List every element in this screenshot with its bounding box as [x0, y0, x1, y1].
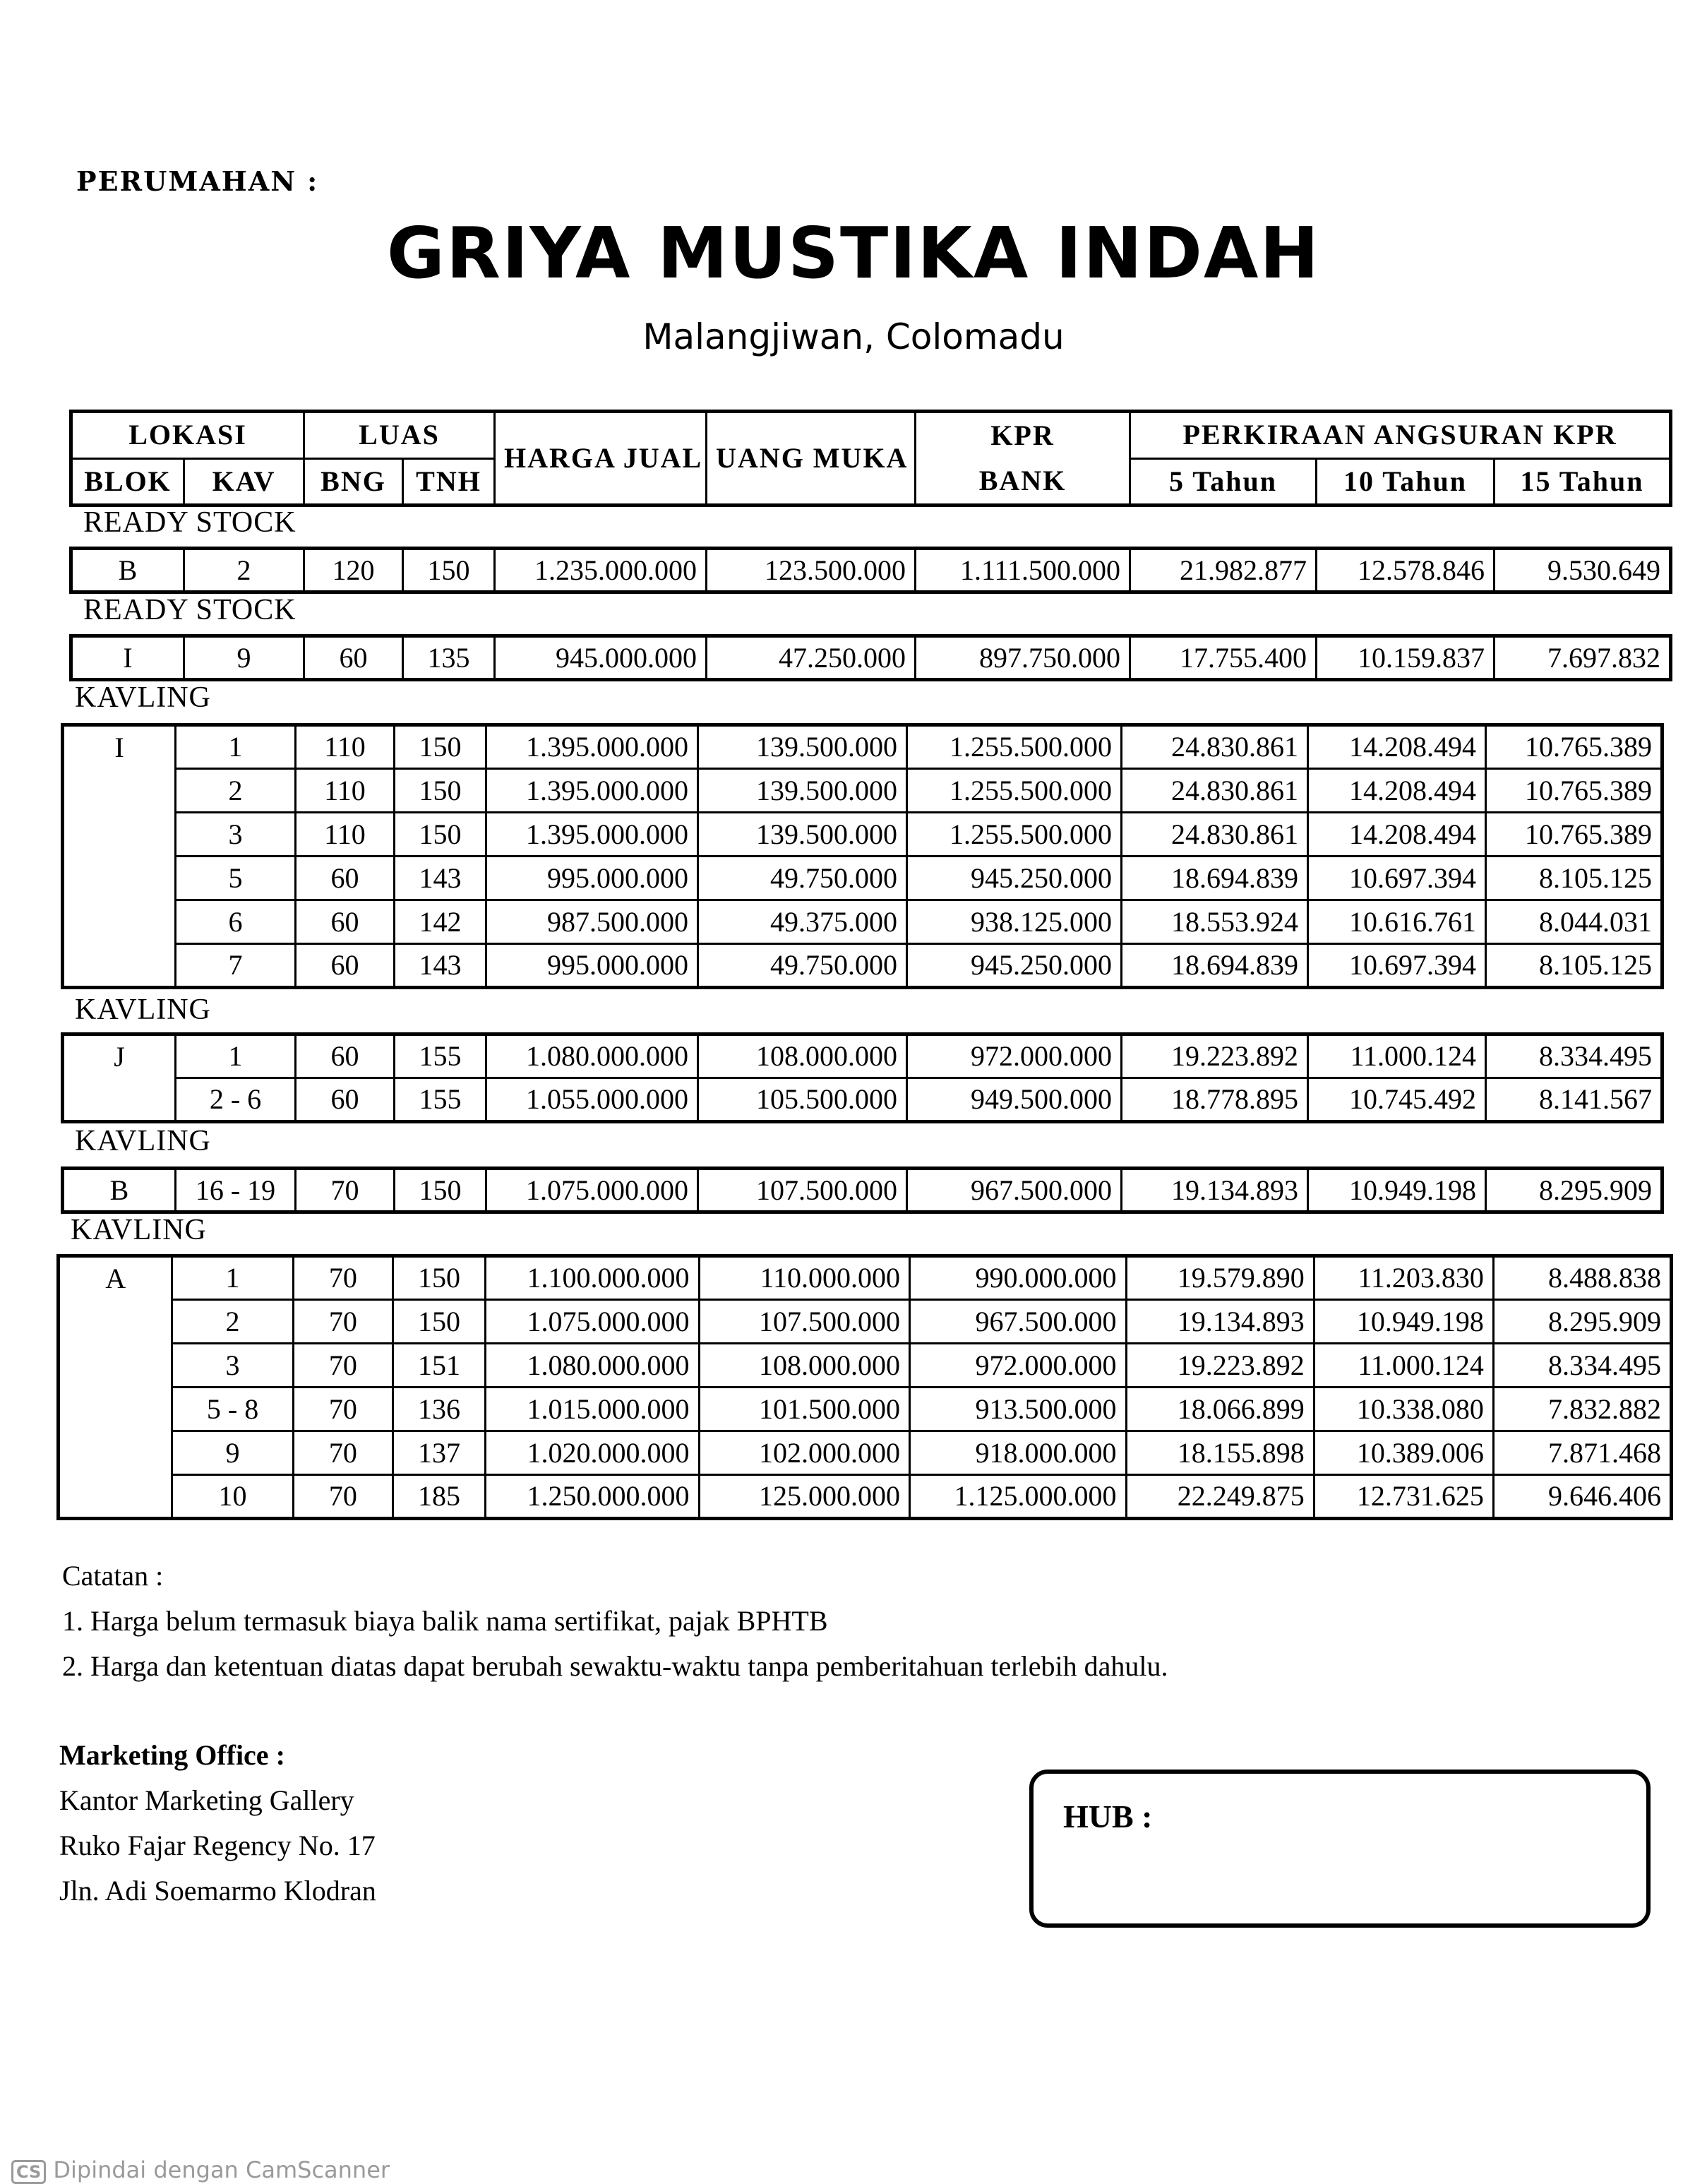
cell-kav: 7: [176, 944, 296, 988]
office-line: Kantor Marketing Gallery: [59, 1784, 354, 1816]
cell-t10: 14.208.494: [1308, 813, 1486, 857]
price-table: [61, 1166, 1664, 1214]
cell-t5: 18.553.924: [1122, 900, 1308, 944]
cell-bng: 70: [293, 1300, 393, 1344]
marketing-office-block: [59, 1733, 376, 1914]
col-kpr-bank: [916, 412, 1130, 506]
cell-t15: 8.044.031: [1486, 900, 1663, 944]
cell-bng: 110: [296, 725, 395, 769]
cell-t10: 10.338.080: [1314, 1388, 1493, 1431]
cell-t5: 21.982.877: [1130, 549, 1317, 592]
cell-dp: 107.500.000: [699, 1300, 909, 1344]
price-table: [69, 547, 1672, 594]
cell-t10: 11.000.124: [1308, 1034, 1486, 1078]
cell-tnh: 150: [395, 725, 486, 769]
cell-tnh: 150: [395, 813, 486, 857]
col-luas: LUAS: [304, 412, 495, 459]
cell-t15: 9.646.406: [1493, 1475, 1671, 1519]
cell-kav: 3: [176, 813, 296, 857]
table-row: [59, 1388, 1672, 1431]
cell-kpr: 990.000.000: [909, 1256, 1126, 1300]
table-row: [63, 1078, 1663, 1122]
cell-blok: I: [63, 725, 176, 988]
cell-bng: 60: [296, 944, 395, 988]
col-15-tahun: 15 Tahun: [1495, 458, 1671, 506]
cell-t15: 8.141.567: [1486, 1078, 1663, 1122]
cell-t5: 19.223.892: [1122, 1034, 1308, 1078]
cell-t15: 10.765.389: [1486, 725, 1663, 769]
cell-tnh: 142: [395, 900, 486, 944]
col-uang-muka: UANG MUKA: [707, 412, 916, 506]
cell-kav: 2: [172, 1300, 293, 1344]
cell-t5: 19.223.892: [1126, 1344, 1314, 1388]
cell-dp: 101.500.000: [699, 1388, 909, 1431]
camscanner-icon: CS: [11, 2160, 46, 2184]
cell-harga: 1.080.000.000: [486, 1034, 698, 1078]
cell-dp: 110.000.000: [699, 1256, 909, 1300]
cell-dp: 107.500.000: [698, 1169, 907, 1212]
cell-kav: 2: [184, 549, 304, 592]
page-title: GRIYA MUSTIKA INDAH: [386, 212, 1321, 294]
col-10-tahun: 10 Tahun: [1317, 458, 1495, 506]
cell-blok: J: [63, 1034, 176, 1122]
cell-t10: 10.697.394: [1308, 944, 1486, 988]
cell-kav: 9: [184, 636, 304, 680]
table-row: [63, 769, 1663, 813]
cell-t5: 19.579.890: [1126, 1256, 1314, 1300]
table-row: [63, 944, 1663, 988]
cell-t5: 19.134.893: [1126, 1300, 1314, 1344]
cell-t15: 8.488.838: [1493, 1256, 1671, 1300]
cell-kpr: 972.000.000: [907, 1034, 1122, 1078]
cell-t15: 8.105.125: [1486, 857, 1663, 900]
section-title: KAVLING: [75, 993, 211, 1026]
cell-bng: 70: [296, 1169, 395, 1212]
office-line: Ruko Fajar Regency No. 17: [59, 1830, 376, 1861]
cell-t10: 11.203.830: [1314, 1256, 1493, 1300]
cell-kpr: 897.750.000: [916, 636, 1130, 680]
price-table: [56, 1254, 1673, 1520]
cell-kav: 2 - 6: [176, 1078, 296, 1122]
cell-kpr: 913.500.000: [909, 1388, 1126, 1431]
cell-harga: 995.000.000: [486, 944, 698, 988]
cell-tnh: 155: [395, 1078, 486, 1122]
cell-harga: 995.000.000: [486, 857, 698, 900]
table-row: [63, 813, 1663, 857]
cell-tnh: 137: [393, 1431, 485, 1475]
cell-t15: 8.105.125: [1486, 944, 1663, 988]
cell-kav: 9: [172, 1431, 293, 1475]
cell-kpr: 967.500.000: [909, 1300, 1126, 1344]
cell-bng: 60: [296, 1034, 395, 1078]
cell-dp: 108.000.000: [698, 1034, 907, 1078]
cell-t10: 11.000.124: [1314, 1344, 1493, 1388]
footer-text: Dipindai dengan CamScanner: [53, 2156, 390, 2183]
cell-dp: 108.000.000: [699, 1344, 909, 1388]
cell-kpr: 1.111.500.000: [916, 549, 1130, 592]
hub-contact-box: [1029, 1770, 1651, 1928]
cell-t10: 10.745.492: [1308, 1078, 1486, 1122]
cell-t15: 8.295.909: [1486, 1169, 1663, 1212]
cell-tnh: 155: [395, 1034, 486, 1078]
cell-kav: 1: [176, 1034, 296, 1078]
table-row: [63, 857, 1663, 900]
cell-t10: 12.731.625: [1314, 1475, 1493, 1519]
cell-harga: 1.075.000.000: [486, 1169, 698, 1212]
cell-kpr: 949.500.000: [907, 1078, 1122, 1122]
cell-tnh: 136: [393, 1388, 485, 1431]
cell-t15: 7.832.882: [1493, 1388, 1671, 1431]
cell-tnh: 143: [395, 944, 486, 988]
cell-bng: 110: [296, 769, 395, 813]
cell-bng: 60: [304, 636, 403, 680]
cell-t5: 18.066.899: [1126, 1388, 1314, 1431]
table-row: [59, 1344, 1672, 1388]
cell-kpr: 967.500.000: [907, 1169, 1122, 1212]
cell-dp: 49.375.000: [698, 900, 907, 944]
col-bng: BNG: [304, 458, 403, 506]
table-row: [59, 1300, 1672, 1344]
cell-dp: 139.500.000: [698, 725, 907, 769]
cell-t15: 7.871.468: [1493, 1431, 1671, 1475]
cell-kav: 6: [176, 900, 296, 944]
table-row: [71, 636, 1671, 680]
cell-t10: 10.949.198: [1314, 1300, 1493, 1344]
cell-dp: 105.500.000: [698, 1078, 907, 1122]
table-row: [63, 725, 1663, 769]
cell-tnh: 150: [395, 769, 486, 813]
price-table: [61, 723, 1664, 989]
col-5-tahun: 5 Tahun: [1130, 458, 1317, 506]
cell-kav: 1: [172, 1256, 293, 1300]
cell-tnh: 150: [393, 1256, 485, 1300]
cell-kav: 3: [172, 1344, 293, 1388]
cell-t10: 12.578.846: [1317, 549, 1495, 592]
section-title: KAVLING: [71, 1214, 207, 1246]
cell-kav: 2: [176, 769, 296, 813]
cell-dp: 47.250.000: [707, 636, 916, 680]
cell-kpr: 945.250.000: [907, 944, 1122, 988]
cell-bng: 60: [296, 857, 395, 900]
cell-t5: 24.830.861: [1122, 813, 1308, 857]
table-row: [63, 1034, 1663, 1078]
cell-tnh: 151: [393, 1344, 485, 1388]
cell-t10: 10.389.006: [1314, 1431, 1493, 1475]
col-lokasi: LOKASI: [71, 412, 304, 459]
hub-label: HUB :: [1063, 1798, 1153, 1834]
section-title: READY STOCK: [83, 594, 297, 626]
cell-bng: 110: [296, 813, 395, 857]
office-heading: Marketing Office :: [59, 1739, 285, 1771]
cell-t5: 24.830.861: [1122, 725, 1308, 769]
col-blok: BLOK: [71, 458, 184, 506]
cell-dp: 49.750.000: [698, 857, 907, 900]
price-table: [61, 1032, 1664, 1123]
cell-dp: 102.000.000: [699, 1431, 909, 1475]
cell-t10: 10.697.394: [1308, 857, 1486, 900]
cell-bng: 120: [304, 549, 403, 592]
cell-t5: 18.694.839: [1122, 944, 1308, 988]
col-tnh: TNH: [403, 458, 495, 506]
cell-dp: 123.500.000: [707, 549, 916, 592]
cell-kav: 5 - 8: [172, 1388, 293, 1431]
cell-kpr: 945.250.000: [907, 857, 1122, 900]
cell-blok: B: [63, 1169, 176, 1212]
cell-t10: 14.208.494: [1308, 769, 1486, 813]
cell-t15: 8.334.495: [1486, 1034, 1663, 1078]
cell-t15: 7.697.832: [1495, 636, 1671, 680]
cell-tnh: 135: [403, 636, 495, 680]
cell-kpr: 972.000.000: [909, 1344, 1126, 1388]
cell-bng: 70: [293, 1344, 393, 1388]
cell-t5: 24.830.861: [1122, 769, 1308, 813]
cell-tnh: 143: [395, 857, 486, 900]
table-row: [63, 1169, 1663, 1212]
cell-harga: 1.250.000.000: [486, 1475, 700, 1519]
cell-t5: 19.134.893: [1122, 1169, 1308, 1212]
cell-tnh: 185: [393, 1475, 485, 1519]
cell-kav: 16 - 19: [176, 1169, 296, 1212]
cell-t5: 18.694.839: [1122, 857, 1308, 900]
notes-block: [62, 1553, 1168, 1689]
col-kav: KAV: [184, 458, 304, 506]
cell-tnh: 150: [393, 1300, 485, 1344]
cell-kav: 5: [176, 857, 296, 900]
cell-t15: 10.765.389: [1486, 813, 1663, 857]
notes-heading: Catatan :: [62, 1560, 164, 1592]
office-line: Jln. Adi Soemarmo Klodran: [59, 1875, 376, 1906]
price-table: [69, 634, 1672, 681]
section-title: KAVLING: [75, 1125, 211, 1157]
cell-t15: 10.765.389: [1486, 769, 1663, 813]
cell-dp: 49.750.000: [698, 944, 907, 988]
cell-t10: 10.159.837: [1317, 636, 1495, 680]
cell-t10: 10.949.198: [1308, 1169, 1486, 1212]
note-item: 2. Harga dan ketentuan diatas dapat berubah sewaktu-waktu tanpa pemberitahuan terlebih dahulu.: [62, 1650, 1168, 1682]
table-row: [71, 549, 1671, 592]
cell-bng: 60: [296, 900, 395, 944]
cell-dp: 139.500.000: [698, 769, 907, 813]
col-angsuran: PERKIRAAN ANGSURAN KPR: [1130, 412, 1671, 459]
perumahan-label: PERUMAHAN :: [76, 165, 319, 197]
cell-bng: 70: [293, 1388, 393, 1431]
table-row: [59, 1475, 1672, 1519]
cell-bng: 60: [296, 1078, 395, 1122]
cell-bng: 70: [293, 1431, 393, 1475]
cell-kpr: 918.000.000: [909, 1431, 1126, 1475]
cell-harga: 1.395.000.000: [486, 813, 698, 857]
cell-bng: 70: [293, 1256, 393, 1300]
cell-t10: 10.616.761: [1308, 900, 1486, 944]
cell-harga: 1.080.000.000: [486, 1344, 700, 1388]
cell-harga: 987.500.000: [486, 900, 698, 944]
cell-t15: 8.295.909: [1493, 1300, 1671, 1344]
cell-t5: 22.249.875: [1126, 1475, 1314, 1519]
cell-t5: 17.755.400: [1130, 636, 1317, 680]
cell-t5: 18.778.895: [1122, 1078, 1308, 1122]
cell-kav: 10: [172, 1475, 293, 1519]
cell-kpr: 1.255.500.000: [907, 725, 1122, 769]
cell-dp: 125.000.000: [699, 1475, 909, 1519]
cell-kpr: 1.125.000.000: [909, 1475, 1126, 1519]
cell-kpr: 1.255.500.000: [907, 769, 1122, 813]
cell-blok: B: [71, 549, 184, 592]
table-row: [59, 1256, 1672, 1300]
page-subtitle: Malangjiwan, Colomadu: [642, 316, 1065, 357]
cell-kpr: 938.125.000: [907, 900, 1122, 944]
cell-harga: 1.235.000.000: [495, 549, 707, 592]
cell-blok: I: [71, 636, 184, 680]
cell-harga: 1.075.000.000: [486, 1300, 700, 1344]
cell-bng: 70: [293, 1475, 393, 1519]
cell-blok: A: [59, 1256, 172, 1519]
cell-t15: 9.530.649: [1495, 549, 1671, 592]
cell-harga: 1.015.000.000: [486, 1388, 700, 1431]
section-title: KAVLING: [75, 681, 211, 714]
cell-harga: 1.100.000.000: [486, 1256, 700, 1300]
section-title: READY STOCK: [83, 506, 297, 539]
price-table-header: [69, 410, 1672, 507]
note-item: 1. Harga belum termasuk biaya balik nama sertifikat, pajak BPHTB: [62, 1605, 828, 1637]
cell-harga: 1.395.000.000: [486, 725, 698, 769]
cell-harga: 1.395.000.000: [486, 769, 698, 813]
col-kpr-label: KPR: [990, 419, 1055, 451]
cell-harga: 945.000.000: [495, 636, 707, 680]
camscanner-footer: [11, 2156, 390, 2184]
cell-harga: 1.055.000.000: [486, 1078, 698, 1122]
cell-dp: 139.500.000: [698, 813, 907, 857]
cell-harga: 1.020.000.000: [486, 1431, 700, 1475]
cell-t15: 8.334.495: [1493, 1344, 1671, 1388]
col-harga-jual: HARGA JUAL: [495, 412, 707, 506]
cell-tnh: 150: [403, 549, 495, 592]
cell-kav: 1: [176, 725, 296, 769]
cell-tnh: 150: [395, 1169, 486, 1212]
table-row: [63, 900, 1663, 944]
cell-t5: 18.155.898: [1126, 1431, 1314, 1475]
table-row: [59, 1431, 1672, 1475]
col-bank-label: BANK: [978, 465, 1067, 496]
cell-t10: 14.208.494: [1308, 725, 1486, 769]
cell-kpr: 1.255.500.000: [907, 813, 1122, 857]
